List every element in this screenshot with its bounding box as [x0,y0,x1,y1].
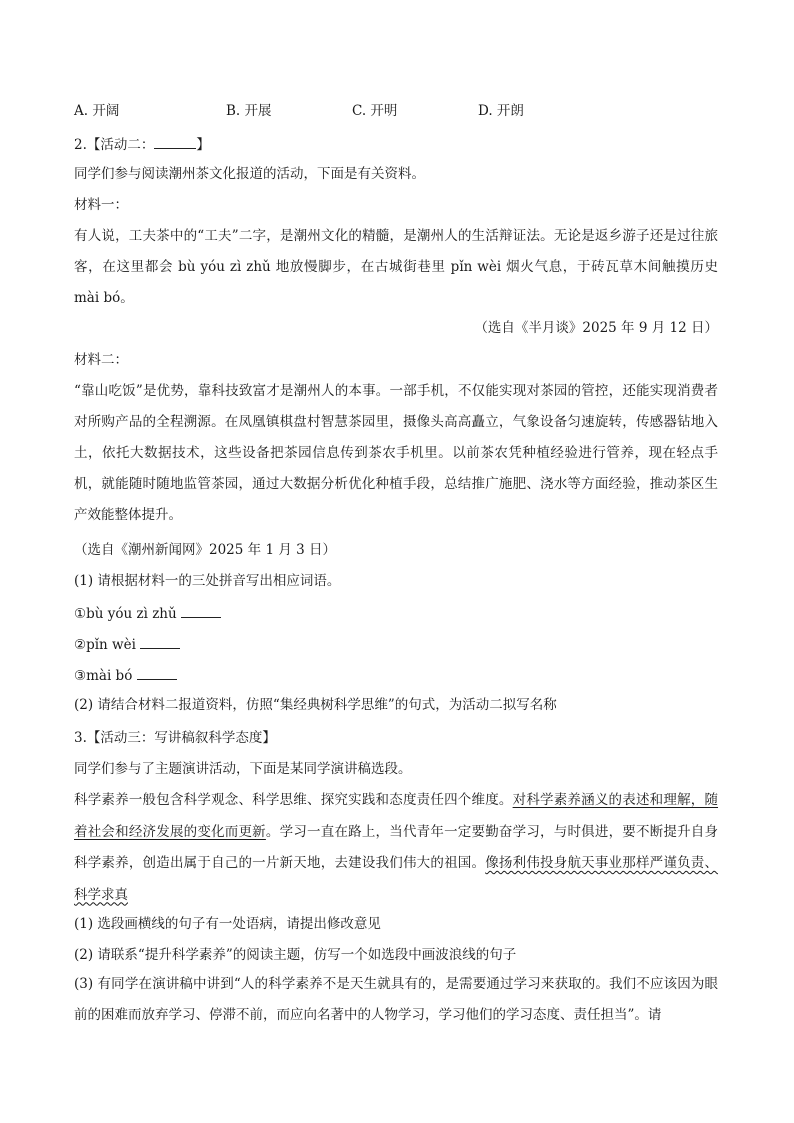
q2-heading-end: 】 [196,137,210,153]
q3-sub3 [74,969,718,1031]
q3-sub3-text: (3) 有同学在演讲稿中讲到“人的科学素养不是天生就具有的，是需要通过学习来获取的。我们不应该因为眼前的困难而放弃学习、停滞不前，而应向名著中的人物学习，学习他们的学习态度、责任担当”。请 [74,976,718,1023]
option-d: D. 开朗 [478,103,524,119]
option-b: B. 开展 [226,103,272,119]
material-1-source: （选自《半月谈》2025 年 9 月 12 日） [474,320,718,336]
option-c: C. 开明 [352,103,398,119]
option-a: A. 开阔 [74,103,120,119]
pinyin-1-text: ①bù yóu zì zhǔ [74,606,177,622]
q2-sub2: (2) 请结合材料二报道资料，仿照“集经典树科学思维”的句式，为活动二拟写名称 [74,697,557,713]
underlined-sentence: 对科学素养涵义的表述和理解，随着社会和经济发展的变化而更新 [74,792,719,840]
q2-title-blank [154,133,196,149]
q3-intro: 同学们参与了主题演讲活动，下面是某同学演讲稿选段。 [74,761,412,777]
material-1-label: 材料一： [74,197,128,213]
speech-paragraph [74,785,718,911]
material-2-source: （选自《潮州新闻网》2025 年 1 月 3 日） [74,542,336,558]
pinyin-item-3 [74,664,177,686]
material-2-text [74,376,718,531]
q2-heading-text: 2.【活动二： [74,137,155,153]
material-2-paragraph: “靠山吃饭”是优势，靠科技致富才是潮州人的本事。一部手机，不仅能实现对茶园的管控，还能实现消费者对所购产品的全程溯源。在凤凰镇棋盘村智慧茶园里，摄像头高高矗立，气象设备匀速旋转，传感器钻地入土，依托大数据技术，这些设备把茶园信息传到茶农手机里。以前茶农凭种植经验进行管养，现在轻点手机，就能随时随地监管茶园，通过大数据分析优化种植手段，总结推广施肥、浇水等方面经验，推动茶区生产效能整体提升。 [74,383,718,523]
pinyin-2-text: ②pǐn wèi [74,637,136,653]
q2-intro: 同学们参与阅读潮州茶文化报道的活动，下面是有关资料。 [74,166,425,182]
q2-sub1: (1) 请根据材料一的三处拼音写出相应词语。 [74,573,341,589]
pinyin-item-2 [74,633,180,655]
pinyin-item-1 [74,602,221,624]
speech-excerpt [74,785,718,911]
q3-heading: 3.【活动三：写讲稿叙科学态度】 [74,730,276,746]
material-2-label: 材料二： [74,352,128,368]
speech-text-b: 。学习一直在路上，当代青年一定要勤奋学习，与时俱进，要不断提升自身科学素养，创造出属于自己的一片新天地，去建设我们伟大的祖国。 [74,823,719,871]
pinyin-1-blank [181,602,221,618]
pinyin-2-blank [140,633,180,649]
material-1-text [74,221,718,314]
pinyin-3-blank [137,664,177,680]
q2-heading [74,133,210,155]
pinyin-3-text: ③mài bó [74,668,133,684]
q3-sub1: (1) 选段画横线的句子有一处语病，请提出修改意见 [74,916,381,932]
speech-text-a: 科学素养一般包含科学观念、科学思维、探究实践和态度责任四个维度。 [74,792,513,808]
wavy-underlined-sentence: 像扬利伟投身航天事业那样严谨负责、科学求真 [74,855,719,903]
material-1-paragraph: 有人说，工夫茶中的“工夫”二字，是潮州文化的精髓，是潮州人的生活辩证法。无论是返乡游子还是过往旅客，在这里都会 bù yóu zì zhǔ 地放慢脚步，在古城街巷里 pǐn wèi 烟火气息，于砖瓦草木间触摸历史 mài bó。 [74,228,718,306]
q3-sub2: (2) 请联系“提升科学素养”的阅读主题，仿写一个如选段中画波浪线的句子 [74,947,517,963]
